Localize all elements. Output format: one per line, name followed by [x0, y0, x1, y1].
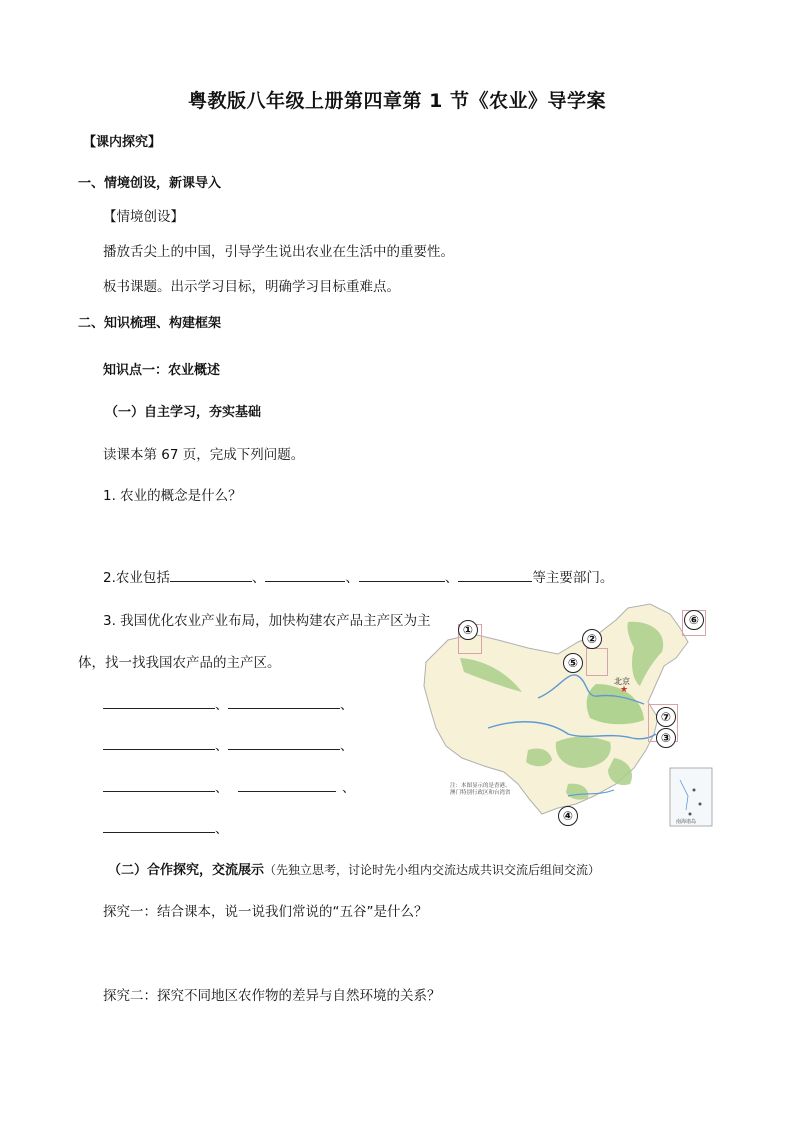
- question-2: [103, 566, 613, 586]
- answer-blank[interactable]: [265, 567, 345, 582]
- cooperative-heading-bold: （二）合作探究，交流展示: [108, 863, 265, 878]
- separator: 、: [215, 822, 229, 837]
- self-study-heading: （一）自主学习，夯实基础: [105, 405, 262, 420]
- exploration-1: 探究一：结合课本，说一说我们常说的“五谷”是什么？: [103, 904, 428, 920]
- question-2-suffix: 等主要部门。: [532, 570, 614, 586]
- capital-star: ★: [620, 685, 629, 695]
- separator: 、: [251, 570, 266, 586]
- answer-blank[interactable]: [103, 737, 215, 750]
- map-note-line-1: 注：本图显示的是香港、: [450, 783, 511, 789]
- exploration-2: 探究二：探究不同地区农作物的差异与自然环境的关系？: [103, 988, 441, 1004]
- answer-blank[interactable]: [238, 779, 336, 792]
- scenario-paragraph-1: 播放舌尖上的中国，引导学生说出农业在生活中的重要性。: [103, 244, 454, 260]
- inset-island: [689, 813, 692, 816]
- cooperative-heading-note: （先独立思考，讨论时先小组内交流达成共识交流后组间交流）: [264, 863, 601, 877]
- question-2-prefix: 2.农业包括: [103, 570, 170, 586]
- answer-blank[interactable]: [359, 567, 445, 582]
- map-marker-2: ②: [582, 629, 602, 649]
- map-marker-4: ④: [558, 806, 578, 826]
- answer-blank[interactable]: [103, 696, 215, 709]
- region-box: [586, 648, 608, 676]
- separator: 、: [345, 570, 359, 586]
- section-tag: 【课内探究】: [83, 135, 162, 150]
- question-3-line-2: 体，找一找我国农产品的主产区。: [78, 655, 281, 671]
- china-agriculture-map: [418, 600, 718, 832]
- inset-island: [699, 803, 702, 806]
- answer-row: [103, 777, 355, 796]
- separator: 、: [215, 698, 229, 713]
- cooperative-heading: [108, 859, 600, 878]
- answer-blank[interactable]: [103, 820, 215, 833]
- knowledge-point-1: 知识点一：农业概述: [103, 363, 221, 378]
- answer-blank[interactable]: [458, 567, 532, 582]
- map-marker-1: ①: [458, 620, 478, 640]
- capital-label: 北京: [614, 677, 630, 686]
- separator: 、: [215, 781, 229, 796]
- map-marker-3: ③: [656, 728, 676, 748]
- map-marker-5: ⑤: [563, 653, 583, 673]
- section1-heading: 一、情境创设，新课导入: [78, 176, 222, 191]
- scenario-subheading: 【情境创设】: [103, 209, 184, 225]
- map-marker-6: ⑥: [684, 610, 704, 630]
- answer-row: [103, 818, 228, 837]
- page-title: 粤教版八年级上册第四章第 1 节《农业》导学案: [188, 90, 606, 112]
- reading-instruction: 读课本第 67 页，完成下列问题。: [103, 447, 305, 463]
- inset-island: [693, 789, 696, 792]
- separator: 、: [342, 781, 356, 796]
- answer-blank[interactable]: [228, 737, 340, 750]
- section2-heading: 二、知识梳理、构建框架: [78, 316, 222, 331]
- answer-blank[interactable]: [228, 696, 340, 709]
- inset-label: 南海诸岛: [676, 819, 697, 825]
- answer-row: [103, 694, 353, 713]
- answer-row: [103, 735, 353, 754]
- question-1: 1. 农业的概念是什么？: [103, 488, 242, 504]
- question-3-line-1: 3. 我国优化农业产业布局，加快构建农产品主产区为主: [103, 613, 431, 629]
- answer-blank[interactable]: [103, 779, 215, 792]
- separator: 、: [340, 698, 354, 713]
- answer-blank[interactable]: [170, 567, 252, 582]
- separator: 、: [215, 739, 229, 754]
- map-marker-7: ⑦: [656, 707, 676, 727]
- scenario-paragraph-2: 板书课题。出示学习目标，明确学习目标重难点。: [103, 279, 400, 295]
- separator: 、: [340, 739, 354, 754]
- map-note-line-2: 澳门特别行政区和台湾省: [450, 790, 511, 796]
- separator: 、: [444, 570, 459, 586]
